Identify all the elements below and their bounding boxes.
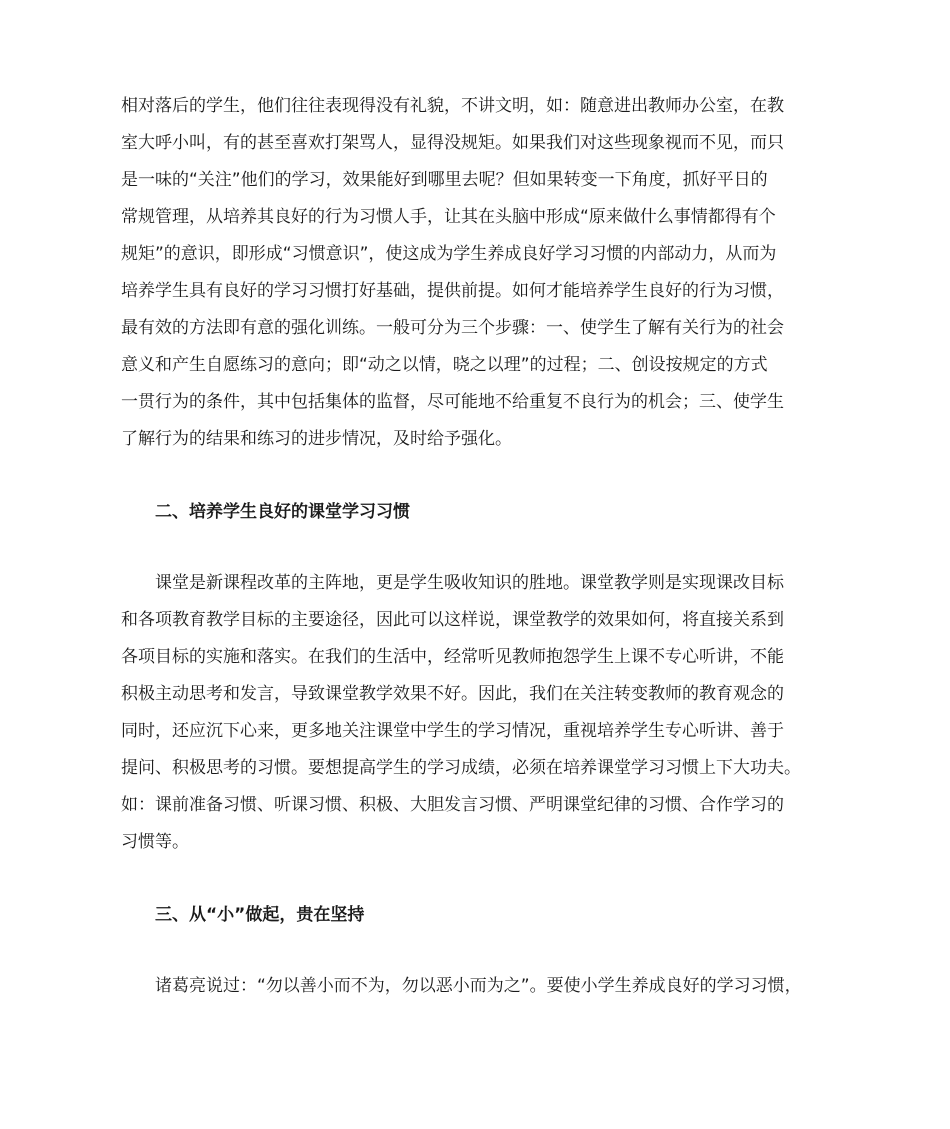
paragraph-line: 意义和产生自愿练习的意向；即“动之以情，晓之以理”的过程；二、创设按规定的方式	[121, 355, 768, 375]
paragraph-line: 是一味的“关注”他们的学习，效果能好到哪里去呢？但如果转变一下角度，抓好平日的	[121, 170, 768, 190]
paragraph-line: 提问、积极思考的习惯。要想提高学生的学习成绩，必须在培养课堂学习习惯上下大功夫。	[121, 758, 801, 778]
paragraph-line: 同时，还应沉下心来，更多地关注课堂中学生的学习情况，重视培养学生专心听讲、善于	[121, 721, 784, 741]
paragraph-line: 积极主动思考和发言，导致课堂教学效果不好。因此，我们在关注转变教师的教育观念的	[121, 684, 784, 704]
paragraph-1	[121, 88, 829, 458]
paragraph-line: 诸葛亮说过：“勿以善小而不为，勿以恶小而为之”。要使小学生养成良好的学习习惯，	[155, 976, 802, 996]
paragraph-line: 各项目标的实施和落实。在我们的生活中，经常听见教师抱怨学生上课不专心听讲，不能	[121, 647, 784, 667]
paragraph-line: 室大呼小叫，有的甚至喜欢打架骂人，显得没规矩。如果我们对这些现象视而不见，而只	[121, 133, 784, 153]
paragraph-line: 常规管理，从培养其良好的行为习惯人手，让其在头脑中形成“原来做什么事情都得有个	[121, 207, 776, 227]
paragraph-line: 习惯等。	[121, 832, 189, 852]
paragraph-line: 相对落后的学生，他们往往表现得没有礼貌，不讲文明，如：随意进出教师办公室，在教	[121, 96, 784, 116]
paragraph-line: 了解行为的结果和练习的进步情况，及时给予强化。	[121, 429, 512, 449]
paragraph-line: 培养学生具有良好的学习习惯打好基础，提供前提。如何才能培养学生良好的行为习惯，	[121, 281, 784, 301]
section-heading: 三、从“小”做起，贵在坚持	[155, 905, 365, 925]
section-heading: 二、培养学生良好的课堂学习习惯	[155, 502, 410, 522]
paragraph-line: 最有效的方法即有意的强化训练。一般可分为三个步骤：一、使学生了解有关行为的社会	[121, 318, 784, 338]
section-heading-2	[121, 494, 829, 531]
paragraph-line: 课堂是新课程改革的主阵地，更是学生吸收知识的胜地。课堂教学则是实现课改目标	[155, 573, 784, 593]
section-heading-3	[121, 897, 829, 934]
paragraph-2	[121, 565, 829, 861]
paragraph-line: 规矩”的意识，即形成“习惯意识”，使这成为学生养成良好学习习惯的内部动力，从而为	[121, 244, 777, 264]
paragraph-line: 和各项教育教学目标的主要途径，因此可以这样说，课堂教学的效果如何，将直接关系到	[121, 610, 784, 630]
paragraph-line: 一贯行为的条件，其中包括集体的监督，尽可能地不给重复不良行为的机会；三、使学生	[121, 392, 784, 412]
paragraph-line: 如：课前准备习惯、听课习惯、积极、大胆发言习惯、严明课堂纪律的习惯、合作学习的	[121, 795, 784, 815]
paragraph-3	[121, 968, 829, 1005]
